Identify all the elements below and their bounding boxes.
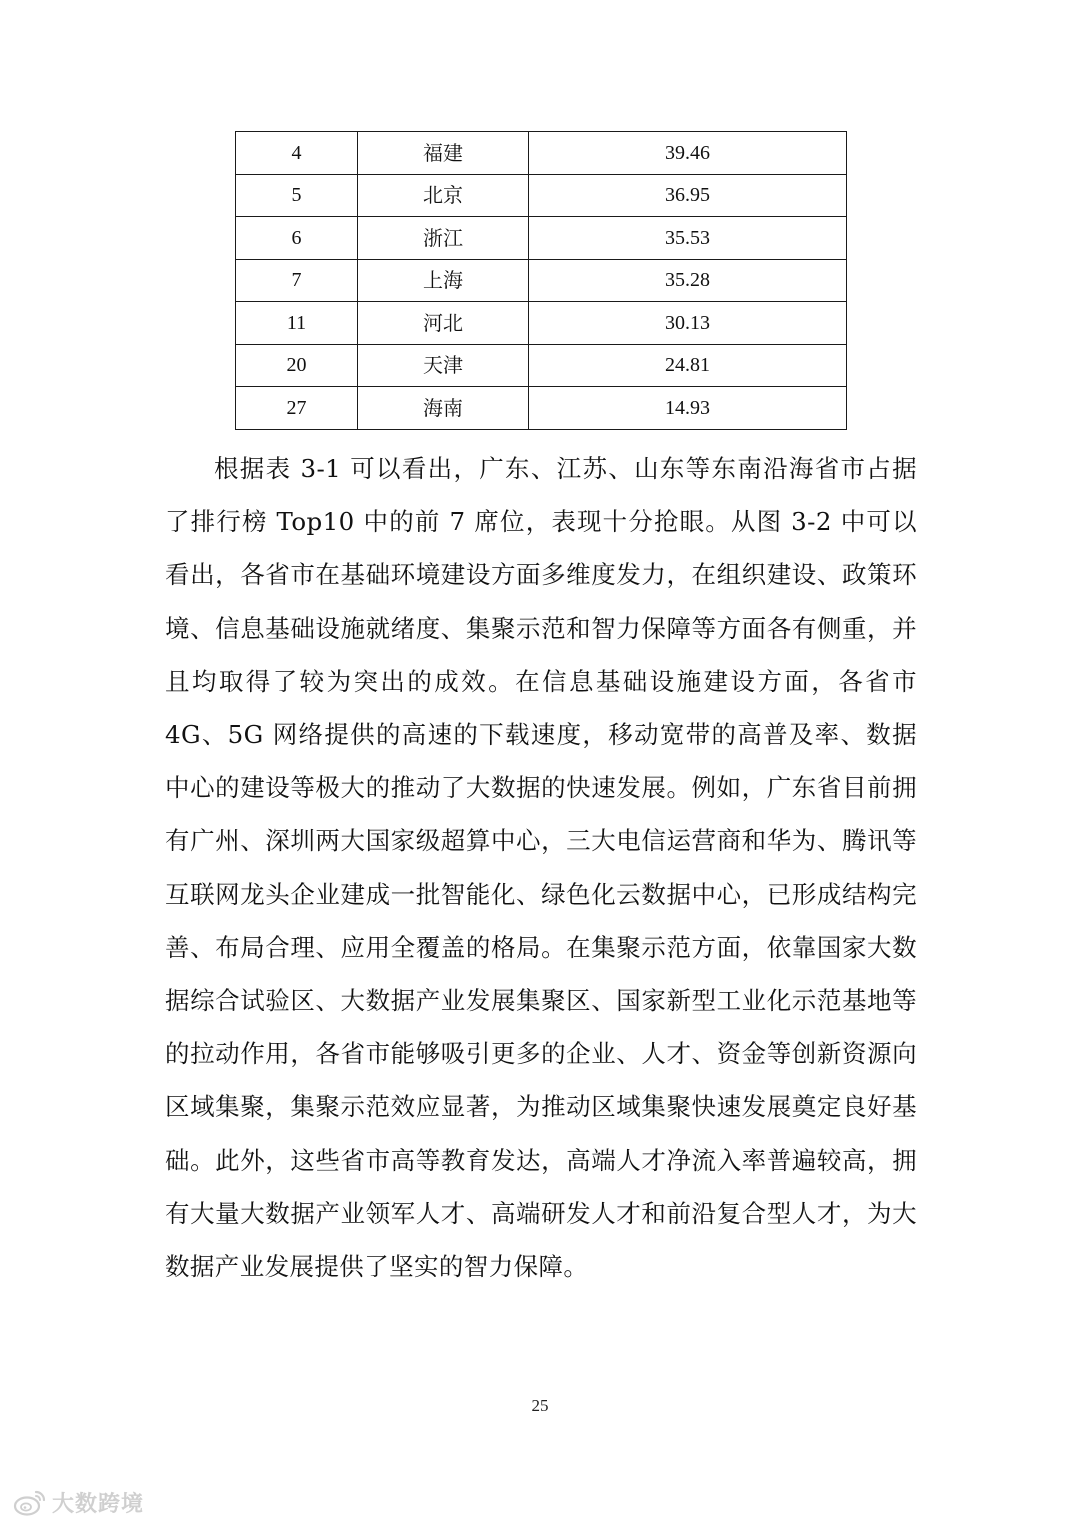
rank-cell: 6 — [236, 217, 358, 260]
table-row — [236, 132, 847, 175]
watermark-text: 大数跨境 — [52, 1491, 145, 1517]
table-row — [236, 387, 847, 430]
ranking-table — [235, 131, 847, 430]
rank-cell: 5 — [236, 174, 358, 217]
rank-cell: 11 — [236, 302, 358, 345]
score-cell: 35.53 — [529, 217, 847, 260]
region-cell: 天津 — [358, 344, 529, 387]
body-paragraph: 根据表 3-1 可以看出，广东、江苏、山东等东南沿海省市占据了排行榜 Top10 中的前 7 席位，表现十分抢眼。从图 3-2 中可以看出，各省市在基础环境建设方面多维度发力，在组织建设、政策环境、信息基础设施就绪度、集聚示范和智力保障等方面各有侧重，并且均取得了较为突出的成效。在信息基础设施建设方面，各省市 4G、5G 网络提供的高速的下载速度，移动宽带的高普及率、数据中心的建设等极大的推动了大数据的快速发展。例如，广东省目前拥有广州、深圳两大国家级超算中心，三大电信运营商和华为、腾讯等互联网龙头企业建成一批智能化、绿色化云数据中心，已形成结构完善、布局合理、应用全覆盖的格局。在集聚示范方面，依靠国家大数据综合试验区、大数据产业发展集聚区、国家新型工业化示范基地等的拉动作用，各省市能够吸引更多的企业、人才、资金等创新资源向区域集聚，集聚示范效应显著，为推动区域集聚快速发展奠定良好基础。此外，这些省市高等教育发达，高端人才净流入率普遍较高，拥有大量大数据产业领军人才、高端研发人才和前沿复合型人才，为大数据产业发展提供了坚实的智力保障。 — [165, 454, 917, 1282]
score-cell: 39.46 — [529, 132, 847, 175]
rank-cell: 4 — [236, 132, 358, 175]
region-cell: 海南 — [358, 387, 529, 430]
weibo-logo-icon — [12, 1487, 48, 1517]
region-cell: 上海 — [358, 259, 529, 302]
table-row — [236, 344, 847, 387]
watermark — [12, 1485, 144, 1519]
body-text — [165, 442, 917, 1293]
rank-cell: 7 — [236, 259, 358, 302]
table-row — [236, 302, 847, 345]
rank-cell: 27 — [236, 387, 358, 430]
page-number: 25 — [531, 1396, 549, 1415]
rank-cell: 20 — [236, 344, 358, 387]
table-row — [236, 174, 847, 217]
score-cell: 36.95 — [529, 174, 847, 217]
table-row — [236, 259, 847, 302]
table-row — [236, 217, 847, 260]
score-cell: 24.81 — [529, 344, 847, 387]
score-cell: 30.13 — [529, 302, 847, 345]
score-cell: 35.28 — [529, 259, 847, 302]
region-cell: 河北 — [358, 302, 529, 345]
region-cell: 浙江 — [358, 217, 529, 260]
region-cell: 福建 — [358, 132, 529, 175]
region-cell: 北京 — [358, 174, 529, 217]
score-cell: 14.93 — [529, 387, 847, 430]
